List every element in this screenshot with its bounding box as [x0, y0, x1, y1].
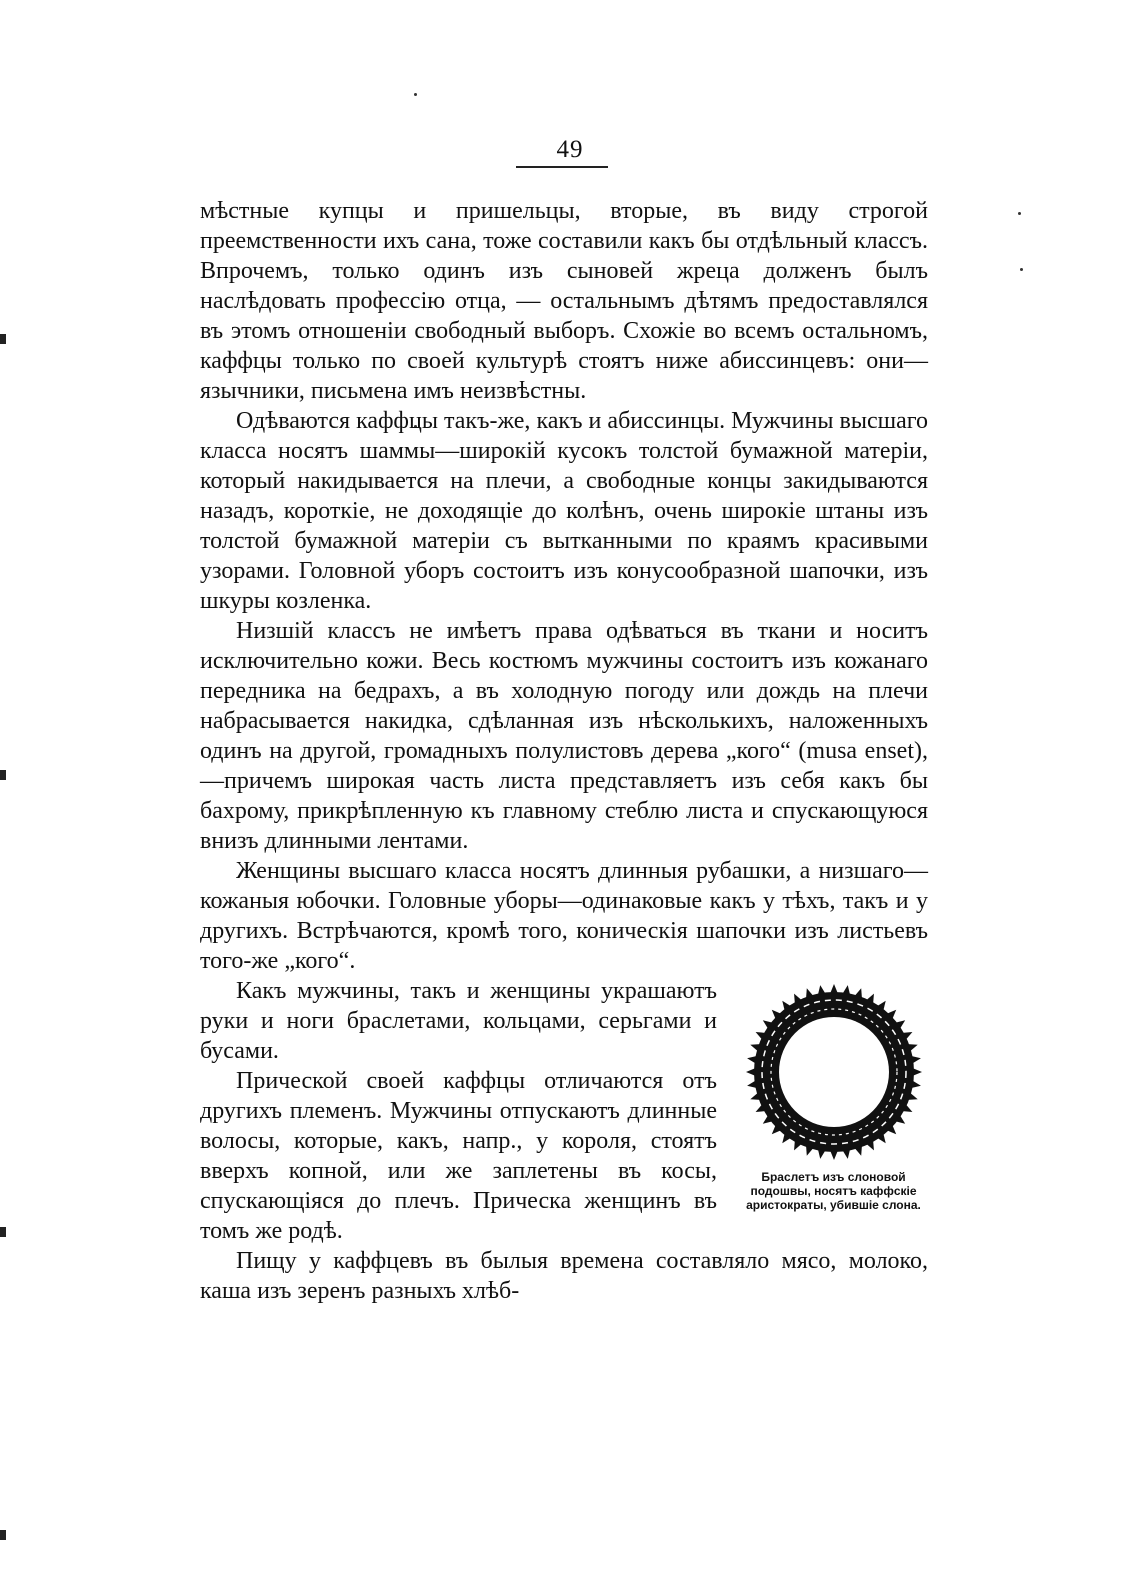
bracelet-tooth: [747, 1081, 757, 1088]
page-number-rule: [516, 166, 608, 168]
bracelet-tooth: [746, 1068, 755, 1075]
bracelet-tooth: [911, 1056, 921, 1063]
bracelet-tooth: [817, 1149, 824, 1159]
scan-edge-mark: [0, 770, 6, 780]
paragraph-1: мѣстные купцы и пришельцы, вторые, въ виду строгой преемственности ихъ сана, тоже составили какъ бы отдѣльный классъ. Впрочемъ, только одинъ изъ сыновей жреца долженъ былъ наслѣдовать профессію отца, — остальнымъ дѣтямъ предоставлялся въ этомъ отношеніи свободный выборъ. Схожіе во всемъ остальномъ, каффцы только по своей культурѣ стоятъ ниже абиссинцевъ: они—язычники, письмена имъ неизвѣстны.: [200, 198, 928, 404]
scan-speck: [414, 93, 417, 96]
bracelet-tooth: [747, 1056, 757, 1063]
page-number: 49: [556, 136, 584, 163]
scan-edge-mark: [0, 1530, 6, 1540]
paragraph-3: Низшій классъ не имѣетъ права одѣваться въ ткани и носитъ исключительно кожи. Весь костюмъ мужчины состоитъ изъ кожанаго передника на бедрахъ, а въ холодную погоду или дождь на плечи набрасывается накидка, сдѣланная изъ нѣсколькихъ, наложенныхъ одинъ на другой, громадныхъ полулистовъ дерева „кого“ (musa enset),—причемъ широкая часть листа представляетъ изъ себя какъ бы бахрому, прикрѣпленную къ главному стеблю листа и спускающуюся внизъ длинными лентами.: [200, 618, 928, 854]
bracelet-tooth: [912, 1068, 921, 1075]
paragraph-6: Прической своей каффцы отличаются отъ другихъ племенъ. Мужчины отпускаютъ длинные волосы, которые, какъ, напр., у короля, стоятъ вверхъ копной, или же заплетены въ косы, спускающіяся до плечъ. Прическа женщинъ въ томъ же родѣ.: [200, 1068, 717, 1244]
paragraph-5: Какъ мужчины, такъ и женщины украшаютъ руки и ноги браслетами, кольцами, серьгами и бусами.: [200, 978, 717, 1064]
figure-caption: Браслетъ изъ слоновой подошвы, носятъ каффскіе аристократы, убившіе слона.: [746, 1170, 921, 1212]
bracelet-tooth: [817, 985, 824, 995]
bracelet-tooth: [830, 1151, 837, 1160]
scan-speck: [1020, 268, 1023, 271]
bracelet-tooth: [830, 984, 837, 993]
bracelet-illustration-icon: [744, 982, 924, 1162]
bracelet-tooth: [842, 1149, 849, 1159]
paragraph-2: Одѣваются каффцы такъ-же, какъ и абиссинцы. Мужчины высшаго класса носятъ шаммы—широкій кусокъ толстой бумажной матеріи, который накидывается на плечи, а свободные концы закидываются назадъ, короткіе, не доходящіе до колѣнъ, очень широкіе штаны изъ толстой бумажной матеріи съ вытканными по краямъ красивыми узорами. Головной уборъ состоитъ изъ конусообразной шапочки, изъ шкуры козленка.: [200, 408, 928, 614]
paragraph-4: Женщины высшаго класса носятъ длинныя рубашки, а низшаго—кожаныя юбочки. Головные уборы—одинаковые какъ у тѣхъ, такъ и у другихъ. Встрѣчаются, кромѣ того, коническія шапочки изъ листьевъ того-же „кого“.: [200, 858, 928, 974]
paragraph-7: Пищу у каффцевъ въ былыя времена составляло мясо, молоко, каша изъ зеренъ разныхъ хлѣб-: [200, 1248, 928, 1304]
bracelet-figure: [731, 982, 936, 1212]
scan-edge-mark: [0, 334, 6, 344]
scan-speck: [1018, 212, 1021, 215]
scan-edge-mark: [0, 1227, 6, 1237]
body-text: [200, 196, 928, 1306]
bracelet-tooth: [842, 985, 849, 995]
bracelet-tooth: [911, 1081, 921, 1088]
